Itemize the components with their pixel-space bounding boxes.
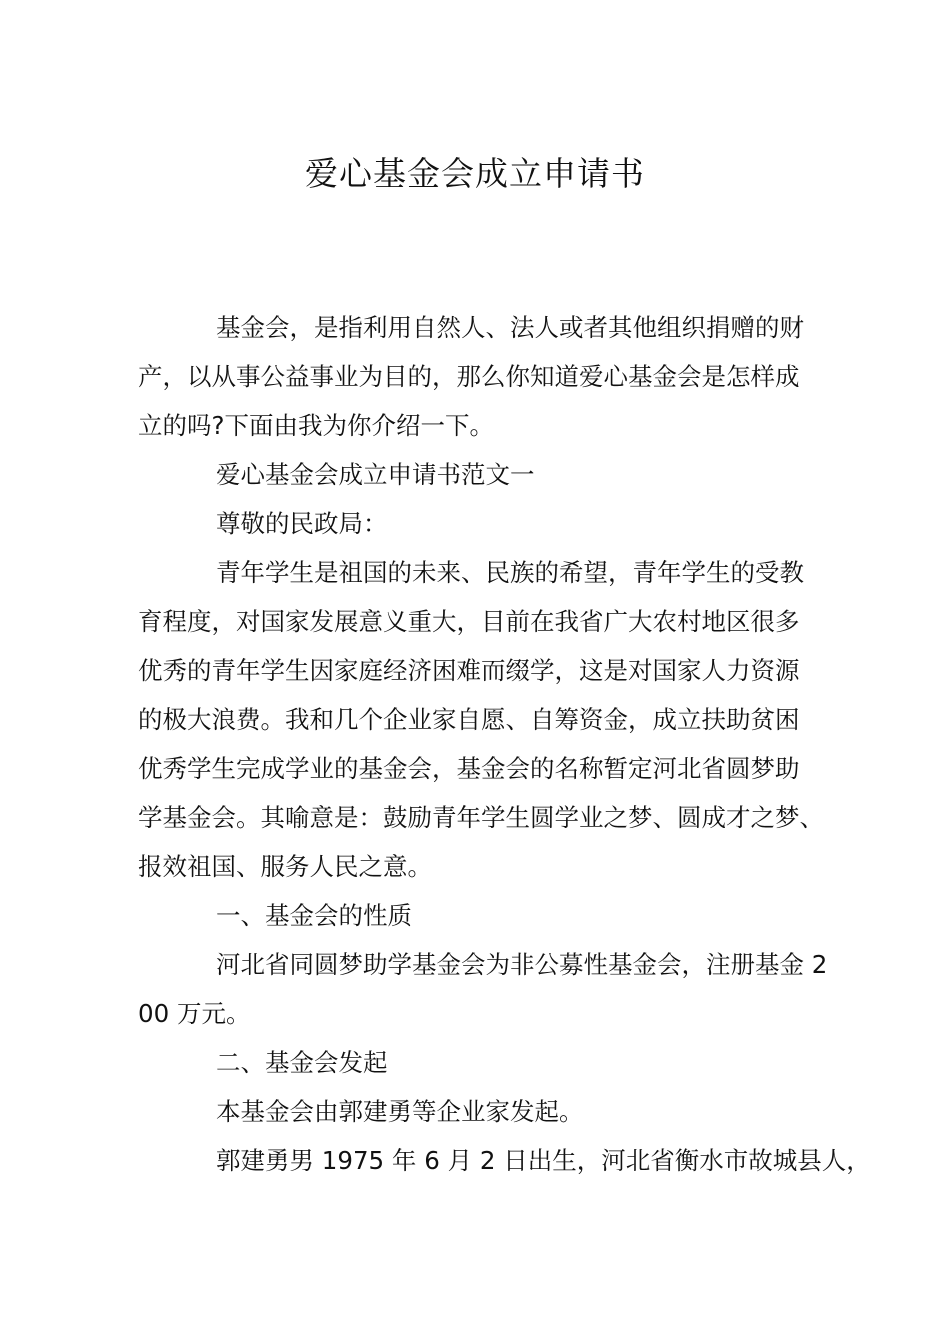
paragraph-line: 产，以从事公益事业为目的，那么你知道爱心基金会是怎样成 <box>138 362 800 391</box>
section-heading-line: 二、基金会发起 <box>216 1048 388 1077</box>
salutation-line: 尊敬的民政局： <box>216 509 388 538</box>
paragraph-line: 立的吗?下面由我为你介绍一下。 <box>138 411 495 440</box>
paragraph-line: 优秀学生完成学业的基金会，基金会的名称暂定河北省圆梦助 <box>138 754 800 783</box>
paragraph-line: 河北省同圆梦助学基金会为非公募性基金会，注册基金 2 <box>216 950 828 979</box>
paragraph-line: 育程度，对国家发展意义重大，目前在我省广大农村地区很多 <box>138 607 800 636</box>
paragraph-line: 报效祖国、服务人民之意。 <box>138 852 432 881</box>
paragraph-line: 的极大浪费。我和几个企业家自愿、自筹资金，成立扶助贫困 <box>138 705 800 734</box>
section-heading-line: 一、基金会的性质 <box>216 901 412 930</box>
document-body <box>138 303 871 1185</box>
paragraph-line: 学基金会。其喻意是：鼓励青年学生圆学业之梦、圆成才之梦、 <box>138 803 824 832</box>
paragraph-line: 基金会，是指利用自然人、法人或者其他组织捐赠的财 <box>216 313 804 342</box>
paragraph-line: 郭建勇男 1975 年 6 月 2 日出生，河北省衡水市故城县人， <box>216 1146 871 1175</box>
document-title: 爱心基金会成立申请书 <box>305 154 645 193</box>
paragraph-line: 本基金会由郭建勇等企业家发起。 <box>216 1097 584 1126</box>
paragraph-line: 优秀的青年学生因家庭经济困难而缀学，这是对国家人力资源 <box>138 656 800 685</box>
paragraph-line: 00 万元。 <box>138 999 251 1028</box>
paragraph-line: 青年学生是祖国的未来、民族的希望，青年学生的受教 <box>216 558 804 587</box>
section-title-line: 爱心基金会成立申请书范文一 <box>216 460 535 489</box>
